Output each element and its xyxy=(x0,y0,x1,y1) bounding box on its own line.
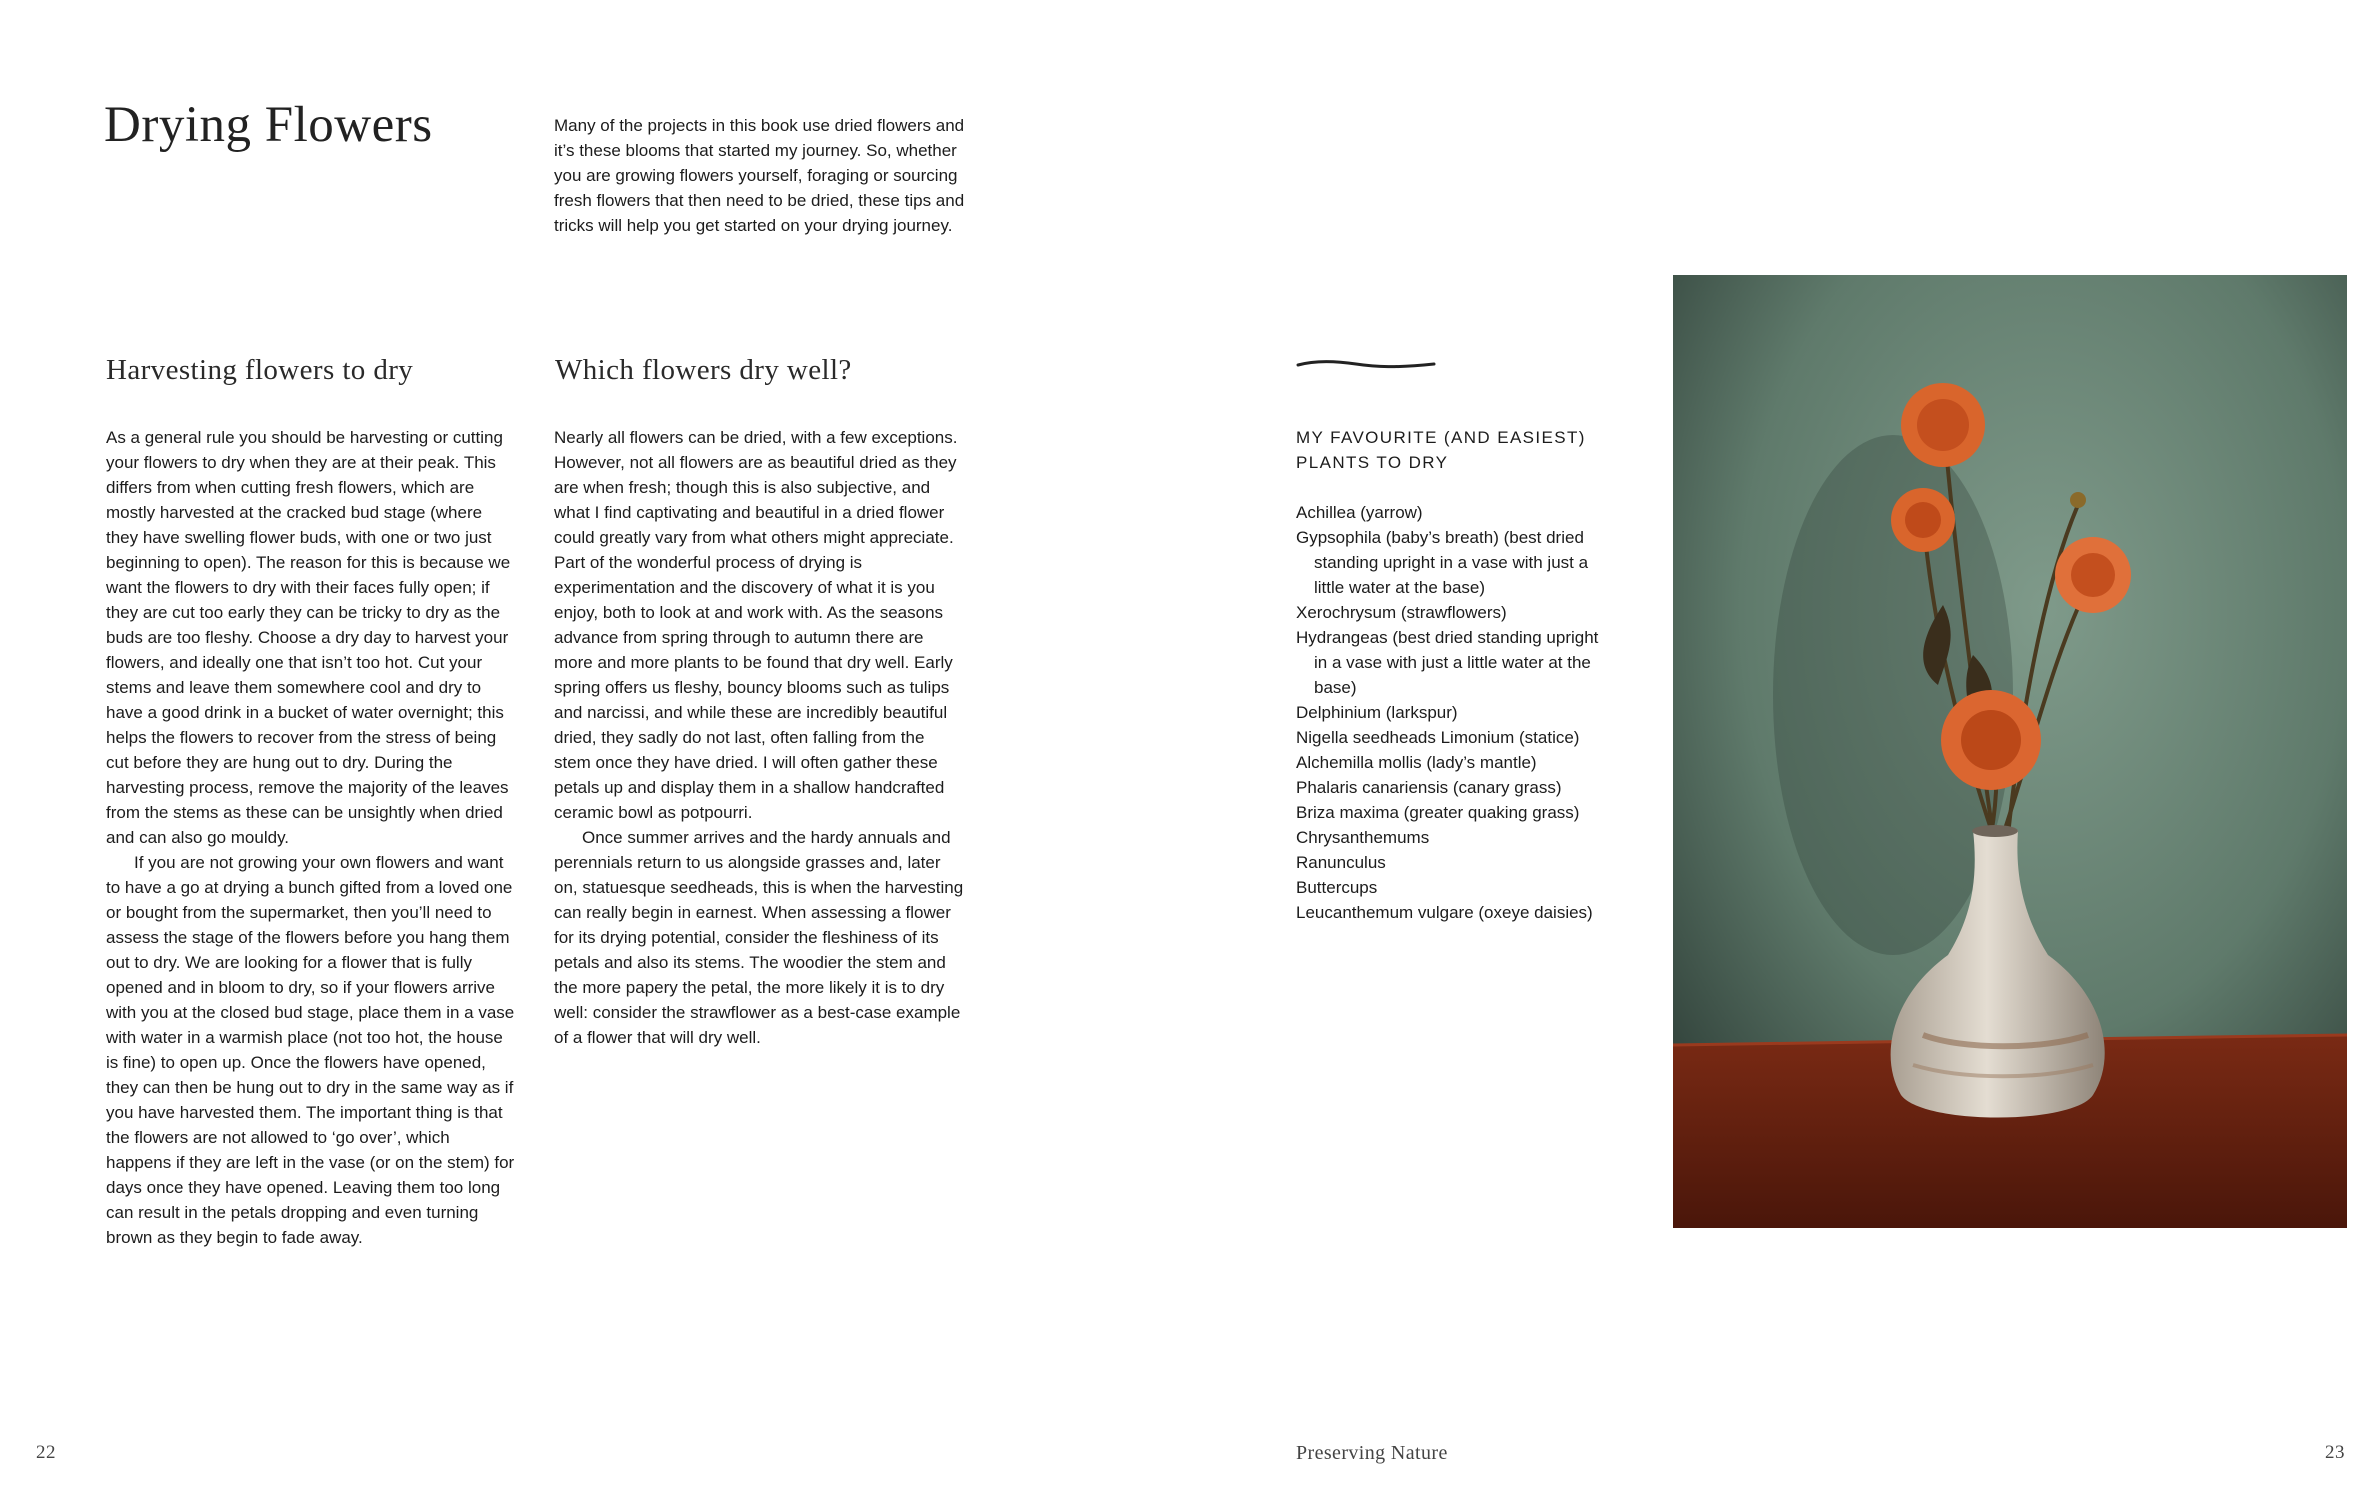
harvesting-paragraph-1: As a general rule you should be harvesting or cutting your flowers to dry when they are at their peak. This differs from when cutting fresh flowers, which are mostly harvested at the cracked bud stage (where they have swelling flower buds, with one or two just beginning to open). The reason for this is because we want the flowers to dry with their faces fully open; if they are cut too early they can be tricky to dry as the buds are too fleshy. Choose a dry day to harvest your flowers, and ideally one that isn’t too hot. Cut your stems and leave them somewhere cool and dry to have a good drink in a bucket of water overnight; this helps the flowers to recover from the stress of being cut before they are hung out to dry. During the harvesting process, remove the majority of the leaves from the stems as these can be unsightly when dried and can also go mouldy. xyxy=(106,428,511,847)
list-item: Chrysanthemums xyxy=(1296,828,1430,847)
list-item: Xerochrysum (strawflowers) xyxy=(1296,603,1507,622)
which-flowers-paragraph-2: Once summer arrives and the hardy annuals and perennials return to us alongside grasses and, later on, statuesque seedheads, this is when the harvesting can really begin in earnest. When assessing a flower for its drying potential, consider the fleshiness of its petals and also its stems. The woodier the stem and the more papery the petal, the more likely it is to dry well: consider the strawflower as a best-case example of a flower that will dry well. xyxy=(554,828,964,1047)
list-item: Delphinium (larkspur) xyxy=(1296,703,1458,722)
harvesting-paragraph-2: If you are not growing your own flowers and want to have a go at drying a bunch gifted from a loved one or bought from the supermarket, then you’ll need to assess the stage of the flowers before you hang them out to dry. We are looking for a flower that is fully opened and in bloom to dry, so if your flowers arrive with you at the closed bud stage, place them in a vase with water in a warmish place (not too hot, the house is fine) to open up. Once the flowers have opened, they can then be hung out to dry in the same way as if you have harvested them. The important thing is that the flowers are not allowed to ‘go over’, which happens if they are left in the vase (or on the stem) for days once they have opened. Leaving them too long can result in the petals dropping and even turning brown as they begin to fade away. xyxy=(106,853,515,1247)
intro-text: Many of the projects in this book use dried flowers and it’s these blooms that started my journey. So, whether you are growing flowers yourself, foraging or sourcing fresh flowers that then need to be dried, these tips and tricks will help you get started on your drying journey. xyxy=(554,116,965,235)
page-number-right: 23 xyxy=(2325,1442,2345,1463)
favourites-heading: MY FAVOURITE (AND EASIEST) PLANTS TO DRY xyxy=(1296,428,1586,472)
list-item: Gypsophila (baby’s breath) (best dried standing upright in a vase with just a little water at the base) xyxy=(1296,528,1589,597)
decorative-swash xyxy=(1296,356,1436,372)
harvesting-heading: Harvesting flowers to dry xyxy=(106,354,414,386)
list-item: Leucanthemum vulgare (oxeye daisies) xyxy=(1296,903,1593,922)
harvesting-body xyxy=(106,425,516,1250)
which-flowers-body xyxy=(554,425,964,1050)
intro-paragraph xyxy=(554,113,974,238)
list-item: Briza maxima (greater quaking grass) xyxy=(1296,803,1580,822)
favourites-list xyxy=(1296,500,1606,925)
list-item: Phalaris canariensis (canary grass) xyxy=(1296,778,1562,797)
list-item: Alchemilla mollis (lady’s mantle) xyxy=(1296,753,1537,772)
which-flowers-heading: Which flowers dry well? xyxy=(555,354,852,386)
page-title: Drying Flowers xyxy=(104,97,433,153)
which-flowers-paragraph-1: Nearly all flowers can be dried, with a few exceptions. However, not all flowers are as beautiful dried as they are when fresh; though this is also subjective, and what I find captivating and beautiful in a dried flower could greatly vary from what others might appreciate. Part of the wonderful process of drying is experimentation and the discovery of what it is you enjoy, both to look at and work with. As the seasons advance from spring through to autumn there are more and more plants to be found that dry well. Early spring offers us fleshy, bouncy blooms such as tulips and narcissi, and while these are incredibly beautiful dried, they sadly do not last, often falling from the stem once they have dried. I will often gather these petals up and display them in a shallow handcrafted ceramic bowl as potpourri. xyxy=(554,428,958,822)
list-item: Ranunculus xyxy=(1296,853,1386,872)
page-number-left: 22 xyxy=(36,1442,56,1463)
list-item: Achillea (yarrow) xyxy=(1296,503,1423,522)
dried-flowers-photo xyxy=(1673,275,2347,1228)
list-item: Buttercups xyxy=(1296,878,1378,897)
running-footer-title: Preserving Nature xyxy=(1296,1442,1448,1464)
list-item: Nigella seedheads Limonium (statice) xyxy=(1296,728,1580,747)
list-item: Hydrangeas (best dried standing upright in a vase with just a little water at the base) xyxy=(1296,628,1599,697)
